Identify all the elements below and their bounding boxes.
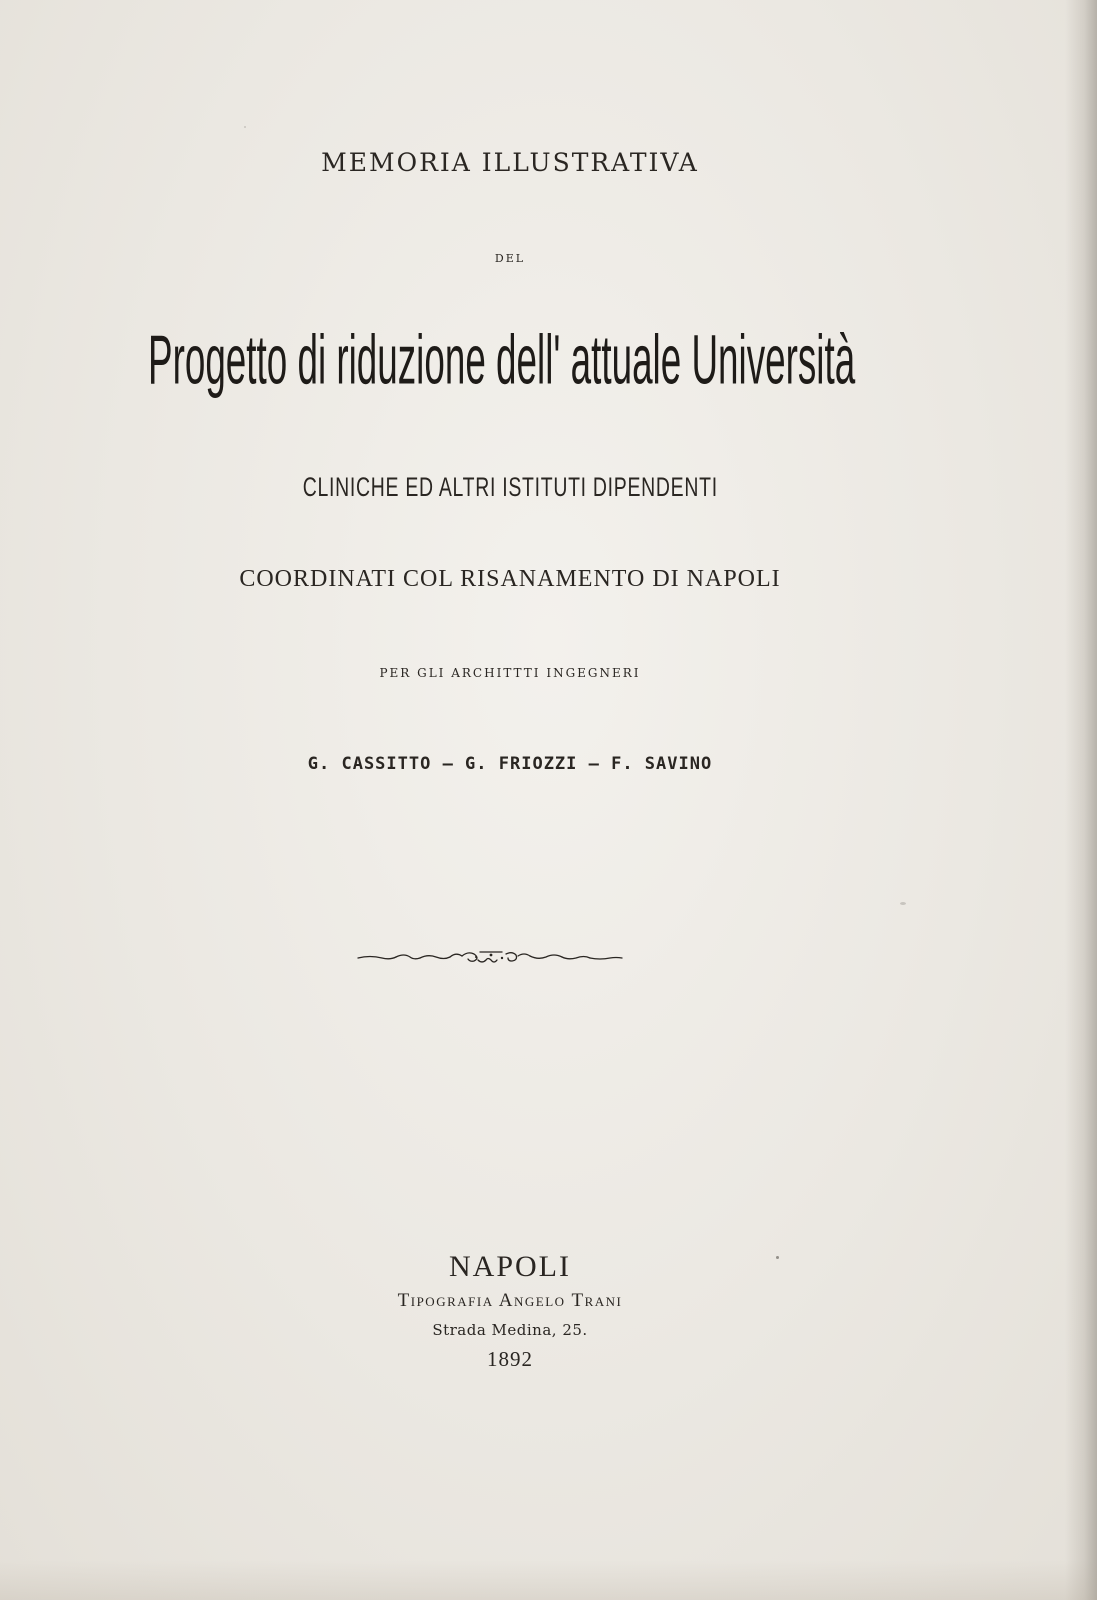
paper-speck (244, 126, 246, 128)
page-bottom-shade (0, 1560, 1097, 1600)
subtitle-coordinati: COORDINATI COL RISANAMENTO DI NAPOLI (239, 566, 781, 592)
subtitle-cliniche-text: CLINICHE ED ALTRI ISTITUTI DIPENDENTI (302, 472, 718, 502)
paper-speck (776, 1256, 779, 1259)
memoria-heading: MEMORIA ILLUSTRATIVA (321, 148, 699, 177)
del-connector: DEL (494, 252, 526, 265)
authors: G. CASSITTO — G. FRIOZZI — F. SAVINO (307, 754, 713, 774)
byline: PER GLI ARCHITTTI INGEGNERI (379, 666, 641, 680)
imprint-city: NAPOLI (449, 1250, 571, 1283)
paper-speck (900, 902, 906, 905)
page-edge-shadow (1065, 0, 1097, 1600)
main-title: Progetto di riduzione dell' attuale Università (148, 321, 856, 400)
ornament-divider-icon (356, 946, 624, 970)
imprint-printer: Tipografia Angelo Trani (397, 1290, 623, 1311)
subtitle-cliniche (0, 472, 1020, 503)
imprint-address: Strada Medina, 25. (432, 1321, 588, 1339)
imprint-year: 1892 (487, 1347, 533, 1371)
